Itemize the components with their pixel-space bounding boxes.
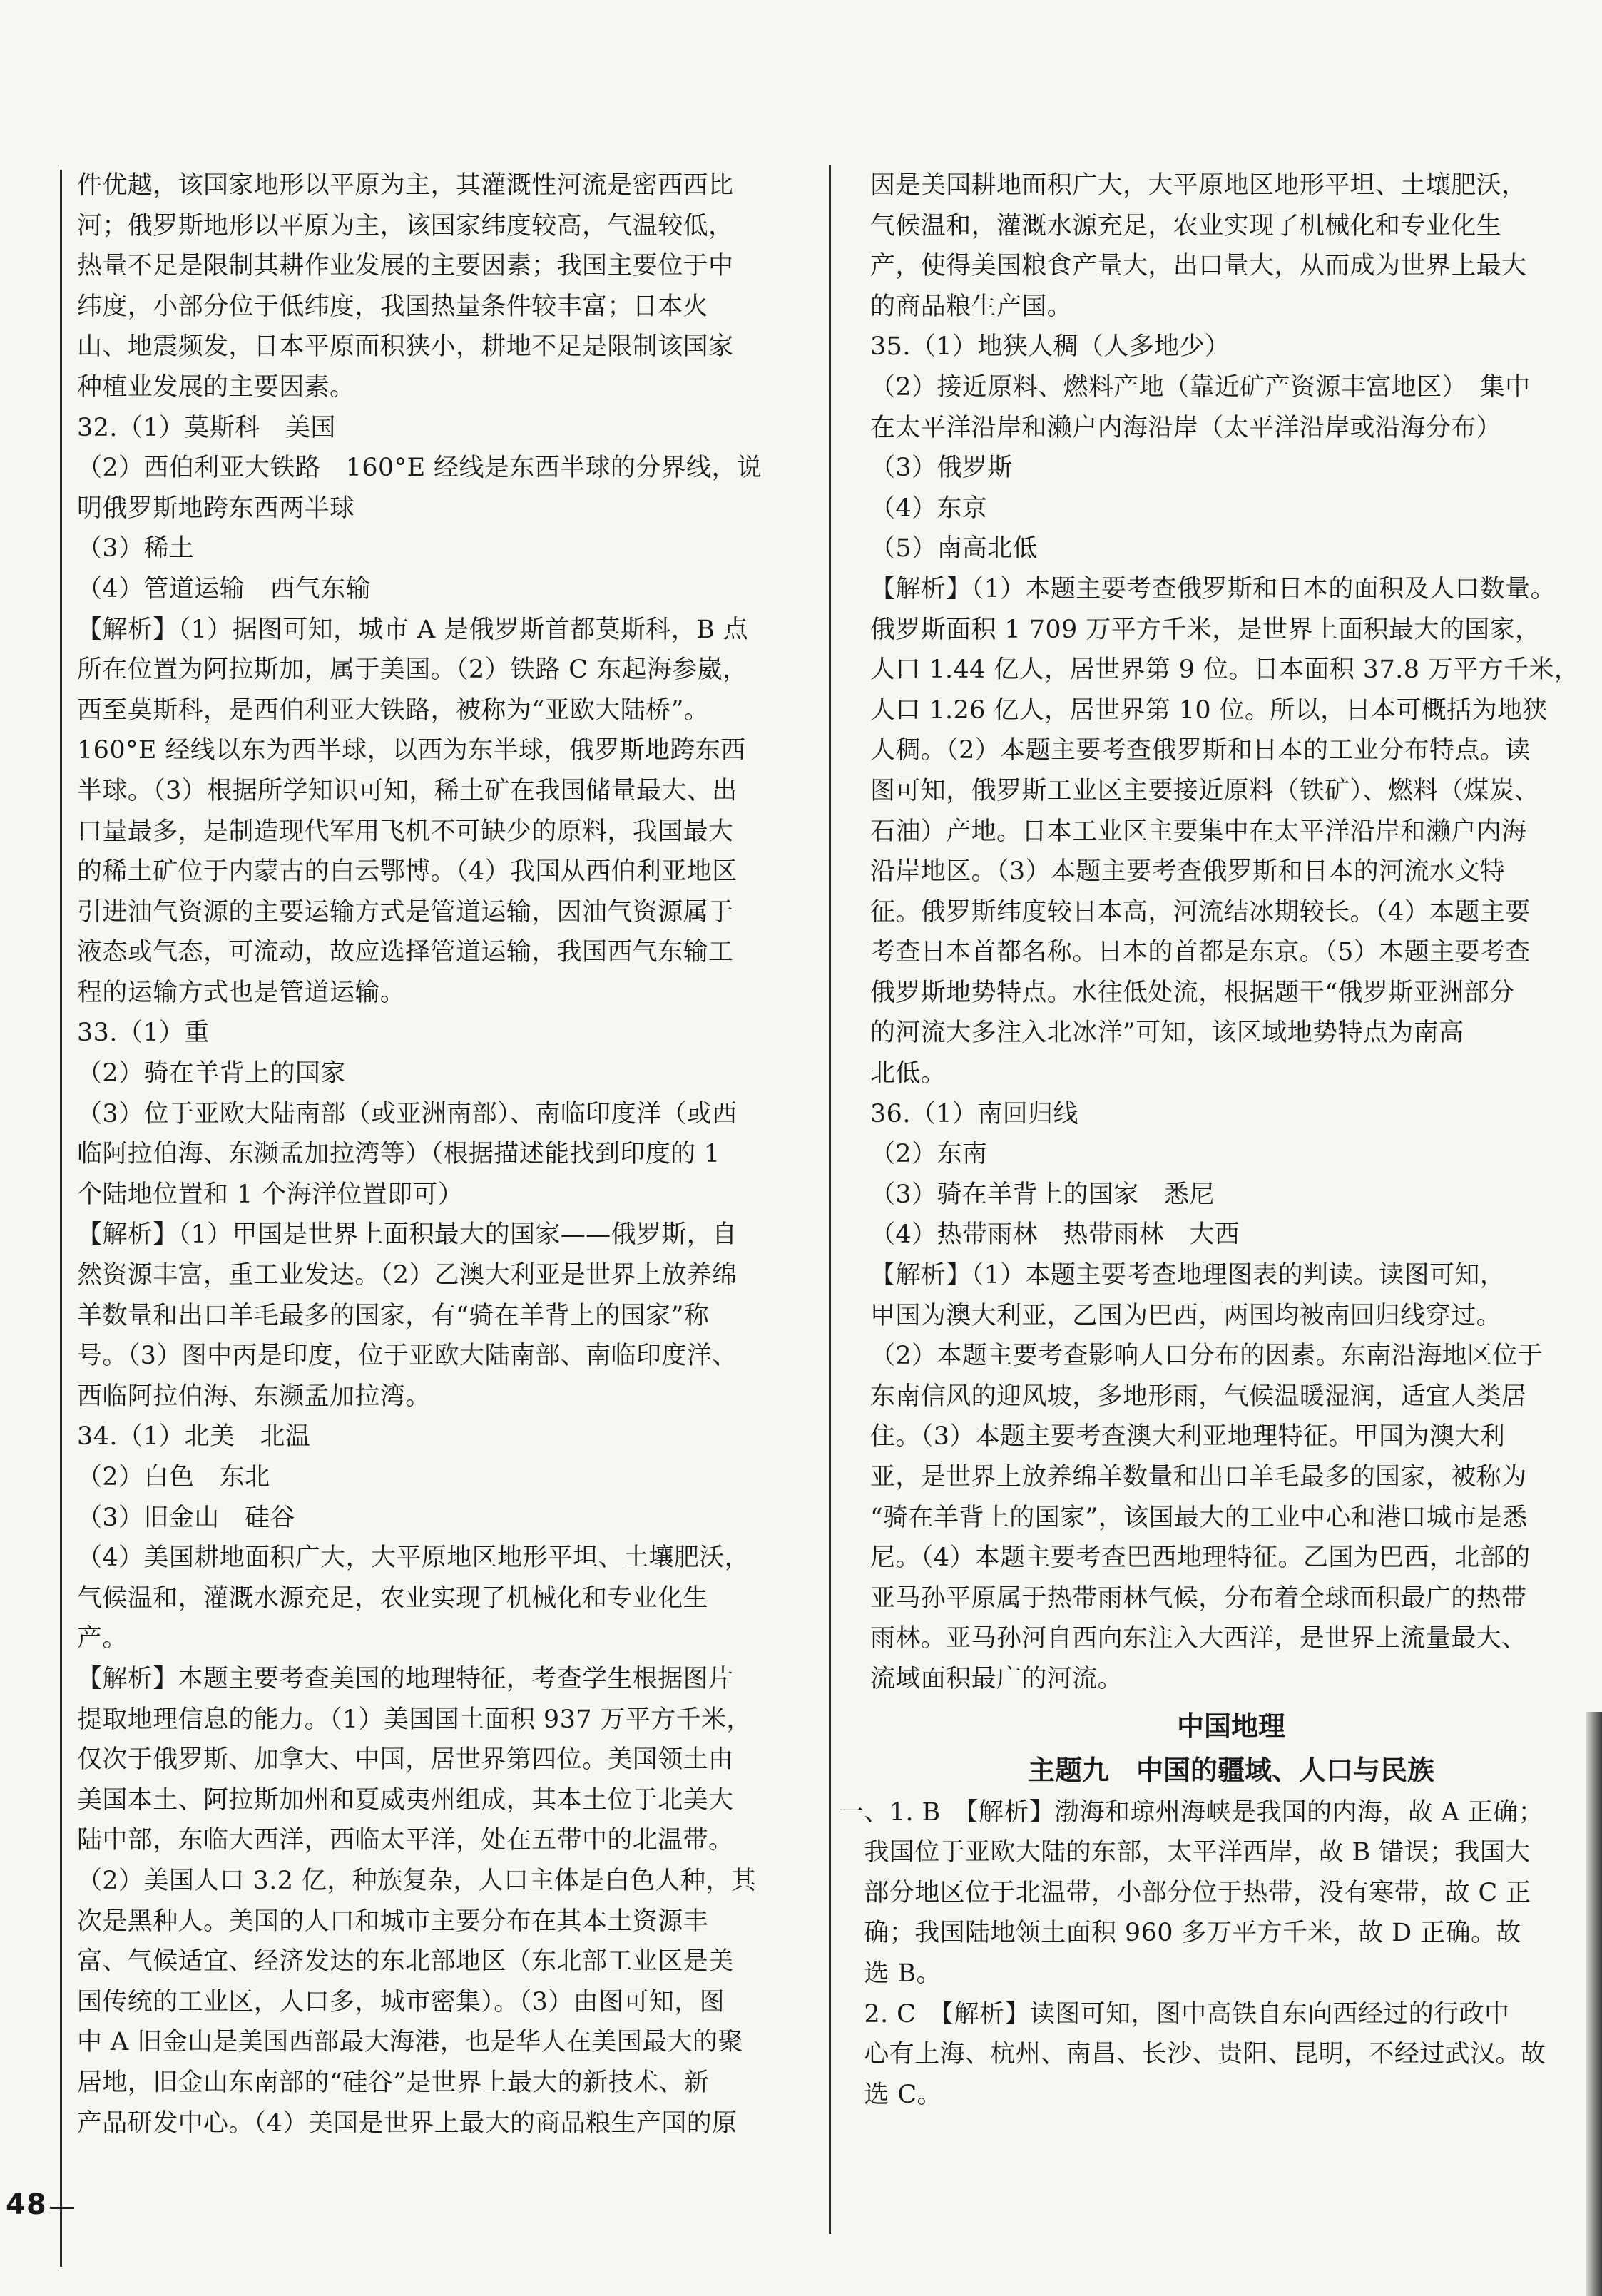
text-line: 石油）产地。日本工业区主要集中在太平洋沿岸和濑户内海 xyxy=(870,817,1527,846)
text-line: 西临阿拉伯海、东濒孟加拉湾。 xyxy=(77,1382,431,1411)
text-line: 考查日本首都名称。日本的首都是东京。（5）本题主要考查 xyxy=(870,938,1531,967)
text-line: 【解析】（1）甲国是世界上面积最大的国家——俄罗斯，自 xyxy=(77,1220,738,1250)
text-line: 亚马孙平原属于热带雨林气候，分布着全球面积最广的热带 xyxy=(870,1583,1527,1613)
text-line: 产，使得美国粮食产量大，出口量大，从而成为世界上最大 xyxy=(870,252,1527,281)
text-line: （5）南高北低 xyxy=(870,534,1039,563)
text-line: 号。（3）图中丙是印度，位于亚欧大陆南部、南临印度洋、 xyxy=(77,1342,738,1371)
text-line: 西至莫斯科，是西伯利亚大铁路，被称为“亚欧大陆桥”。 xyxy=(77,695,710,725)
text-line: （4）管道运输 西气东输 xyxy=(77,574,372,603)
text-line: 选 C。 xyxy=(839,2080,942,2109)
text-line: （4）美国耕地面积广大，大平原地区地形平坦、土壤肥沃， xyxy=(77,1544,750,1573)
text-line: 仅次于俄罗斯、加拿大、中国，居世界第四位。美国领土由 xyxy=(77,1745,734,1775)
text-line: 中 A 旧金山是美国西部最大海港，也是华人在美国最大的聚 xyxy=(77,2028,743,2057)
text-line: 产。 xyxy=(77,1624,128,1653)
text-line: 住。（3）本题主要考查澳大利亚地理特征。甲国为澳大利 xyxy=(870,1422,1506,1451)
text-line: 羊数量和出口羊毛最多的国家，有“骑在羊背上的国家”称 xyxy=(77,1301,710,1330)
text-line: 临阿拉伯海、东濒孟加拉湾等）（根据描述能找到印度的 1 xyxy=(77,1140,720,1169)
left-margin-rule xyxy=(60,170,62,2267)
text-line: （4）热带雨林 热带雨林 大西 xyxy=(870,1220,1240,1250)
text-line: 北低。 xyxy=(870,1059,947,1088)
text-line: 雨林。亚马孙河自西向东注入大西洋，是世界上流量最大、 xyxy=(870,1624,1527,1653)
text-line: 东南信风的迎风坡，多地形雨，气候温暖湿润，适宜人类居 xyxy=(870,1382,1527,1411)
text-line: 部分地区位于北温带，小部分位于热带，没有寒带，故 C 正 xyxy=(839,1878,1531,1907)
text-line: 个陆地位置和 1 个海洋位置即可） xyxy=(77,1180,464,1209)
text-line: 山、地震频发，日本平原面积狭小，耕地不足是限制该国家 xyxy=(77,332,734,362)
text-line: 国传统的工业区，人口多，城市密集）。（3）由图可知，图 xyxy=(77,1987,725,2016)
text-line: 36.（1）南回归线 xyxy=(870,1099,1078,1128)
text-line: 所在位置为阿拉斯加，属于美国。（2）铁路 C 东起海参崴， xyxy=(77,655,748,685)
text-line: 确；我国陆地领土面积 960 多万平方千米，故 D 正确。故 xyxy=(839,1919,1521,1948)
text-line: 河；俄罗斯地形以平原为主，该国家纬度较高，气温较低， xyxy=(77,211,734,240)
text-line: 2. C 【解析】读图可知，图中高铁自东向西经过的行政中 xyxy=(839,1999,1510,2029)
text-line: 人口 1.26 亿人，居世界第 10 位。所以，日本可概括为地狭 xyxy=(870,695,1548,725)
text-line: 口量最多，是制造现代军用飞机不可缺少的原料，我国最大 xyxy=(77,817,734,846)
text-line: 甲国为澳大利亚，乙国为巴西，两国均被南回归线穿过。 xyxy=(870,1301,1502,1330)
text-line: 在太平洋沿岸和濑户内海沿岸（太平洋沿岸或沿海分布） xyxy=(870,413,1502,442)
text-line: 种植业发展的主要因素。 xyxy=(77,372,355,402)
text-line: （2）白色 东北 xyxy=(77,1463,270,1491)
text-line: 俄罗斯地势特点。水往低处流，根据题干“俄罗斯亚洲部分 xyxy=(870,978,1515,1007)
text-line: 气候温和，灌溉水源充足，农业实现了机械化和专业化生 xyxy=(77,1583,709,1613)
text-line: 【解析】（1）据图可知，城市 A 是俄罗斯首都莫斯科，B 点 xyxy=(77,615,749,644)
text-line: （4）东京 xyxy=(870,494,988,523)
page-number-dash xyxy=(50,2207,74,2209)
text-line: （3）俄罗斯 xyxy=(870,454,1013,483)
text-line: 美国本土、阿拉斯加州和夏威夷州组成，其本土位于北美大 xyxy=(77,1785,734,1815)
text-line: 【解析】本题主要考查美国的地理特征，考查学生根据图片 xyxy=(77,1664,734,1693)
center-column-rule xyxy=(829,165,831,2234)
text-line: 亚，是世界上放养绵羊数量和出口羊毛最多的国家，被称为 xyxy=(870,1463,1527,1491)
text-line: 引进油气资源的主要运输方式是管道运输，因油气资源属于 xyxy=(77,897,734,927)
section-title: 中国地理 xyxy=(1176,1710,1285,1742)
right-column-answers xyxy=(870,165,1592,1700)
text-line: （2）西伯利亚大铁路 160°E 经线是东西半球的分界线，说 xyxy=(77,454,762,483)
text-line: 【解析】（1）本题主要考查地理图表的判读。读图可知， xyxy=(870,1261,1506,1290)
text-line: 33.（1）重 xyxy=(77,1019,210,1048)
text-line: 陆中部，东临大西洋，西临太平洋，处在五带中的北温带。 xyxy=(77,1826,734,1855)
text-line: （3）骑在羊背上的国家 悉尼 xyxy=(870,1180,1215,1209)
text-line: 34.（1）北美 北温 xyxy=(77,1422,311,1451)
text-line: “骑在羊背上的国家”，该国最大的工业中心和港口城市是悉 xyxy=(870,1503,1528,1532)
text-line: （2）接近原料、燃料产地（靠近矿产资源丰富地区） 集中 xyxy=(870,372,1531,402)
right-column-topic-answers xyxy=(839,1792,1592,2116)
left-text-column xyxy=(77,165,790,2143)
text-line: （3）稀土 xyxy=(77,534,195,563)
text-line: （3）旧金山 硅谷 xyxy=(77,1503,295,1532)
text-line: 居地，旧金山东南部的“硅谷”是世界上最大的新技术、新 xyxy=(77,2068,710,2097)
text-line: 35.（1）地狭人稠（人多地少） xyxy=(870,332,1230,362)
text-line: 沿岸地区。（3）本题主要考查俄罗斯和日本的河流水文特 xyxy=(870,857,1506,887)
text-line: 征。俄罗斯纬度较日本高，河流结冰期较长。（4）本题主要 xyxy=(870,897,1531,927)
text-line: 纬度，小部分位于低纬度，我国热量条件较丰富；日本火 xyxy=(77,292,709,321)
text-line: 流域面积最广的河流。 xyxy=(870,1664,1123,1693)
text-line: 因是美国耕地面积广大，大平原地区地形平坦、土壤肥沃， xyxy=(870,171,1527,200)
text-line: 产品研发中心。（4）美国是世界上最大的商品粮生产国的原 xyxy=(77,2108,738,2138)
text-line: 俄罗斯面积 1 709 万平方千米，是世界上面积最大的国家， xyxy=(870,615,1541,644)
text-line: 一、1. B 【解析】渤海和琼州海峡是我国的内海，故 A 正确； xyxy=(839,1797,1544,1827)
text-line: 提取地理信息的能力。（1）美国国土面积 937 万平方千米， xyxy=(77,1705,752,1734)
text-line: 次是黑种人。美国的人口和城市主要分布在其本土资源丰 xyxy=(77,1907,709,1936)
text-line: 的商品粮生产国。 xyxy=(870,292,1073,321)
text-line: 32.（1）莫斯科 美国 xyxy=(77,413,336,442)
text-line: 选 B。 xyxy=(839,1959,942,1988)
text-line: 【解析】（1）本题主要考查俄罗斯和日本的面积及人口数量。 xyxy=(870,574,1556,603)
text-line: 图可知，俄罗斯工业区主要接近原料（铁矿）、燃料（煤炭、 xyxy=(870,776,1540,805)
text-line: 的河流大多注入北冰洋”可知，该区域地势特点为南高 xyxy=(870,1019,1464,1048)
text-line: 尼。（4）本题主要考查巴西地理特征。乙国为巴西，北部的 xyxy=(870,1544,1531,1573)
text-line: 160°E 经线以东为西半球，以西为东半球，俄罗斯地跨东西 xyxy=(77,736,746,765)
text-line: 心有上海、杭州、南昌、长沙、贵阳、昆明，不经过武汉。故 xyxy=(839,2040,1546,2069)
text-line: （2）本题主要考查影响人口分布的因素。东南沿海地区位于 xyxy=(870,1342,1544,1371)
text-line: （2）骑在羊背上的国家 xyxy=(77,1059,346,1088)
text-line: 的稀土矿位于内蒙古的白云鄂博。（4）我国从西伯利亚地区 xyxy=(77,857,738,887)
text-line: 我国位于亚欧大陆的东部，太平洋西岸，故 B 错误；我国大 xyxy=(839,1838,1531,1867)
text-line: 人口 1.44 亿人，居世界第 9 位。日本面积 37.8 万平方千米， xyxy=(870,655,1580,685)
text-line: 富、气候适宜、经济发达的东北部地区（东北部工业区是美 xyxy=(77,1947,734,1976)
text-line: 热量不足是限制其耕作业发展的主要因素；我国主要位于中 xyxy=(77,252,734,281)
text-line: （2）东南 xyxy=(870,1140,988,1169)
text-line: 气候温和，灌溉水源充足，农业实现了机械化和专业化生 xyxy=(870,211,1502,240)
right-text-column xyxy=(839,165,1592,2115)
text-line: 件优越，该国家地形以平原为主，其灌溉性河流是密西西比 xyxy=(77,171,734,200)
text-line: 半球。（3）根据所学知识可知，稀土矿在我国储量最大、出 xyxy=(77,776,738,805)
page-number: 48 xyxy=(6,2188,47,2221)
text-line: 人稠。（2）本题主要考查俄罗斯和日本的工业分布特点。读 xyxy=(870,736,1531,765)
text-line: （2）美国人口 3.2 亿，种族复杂，人口主体是白色人种，其 xyxy=(77,1866,757,1895)
section-subtitle: 主题九 中国的疆域、人口与民族 xyxy=(1027,1754,1434,1786)
text-line: 液态或气态，可流动，故应选择管道运输，我国西气东输工 xyxy=(77,938,734,967)
text-line: 然资源丰富，重工业发达。（2）乙澳大利亚是世界上放养绵 xyxy=(77,1261,738,1290)
text-line: 明俄罗斯地跨东西两半球 xyxy=(77,494,355,523)
text-line: （3）位于亚欧大陆南部（或亚洲南部）、南临印度洋（或西 xyxy=(77,1099,738,1128)
text-line: 程的运输方式也是管道运输。 xyxy=(77,978,406,1007)
